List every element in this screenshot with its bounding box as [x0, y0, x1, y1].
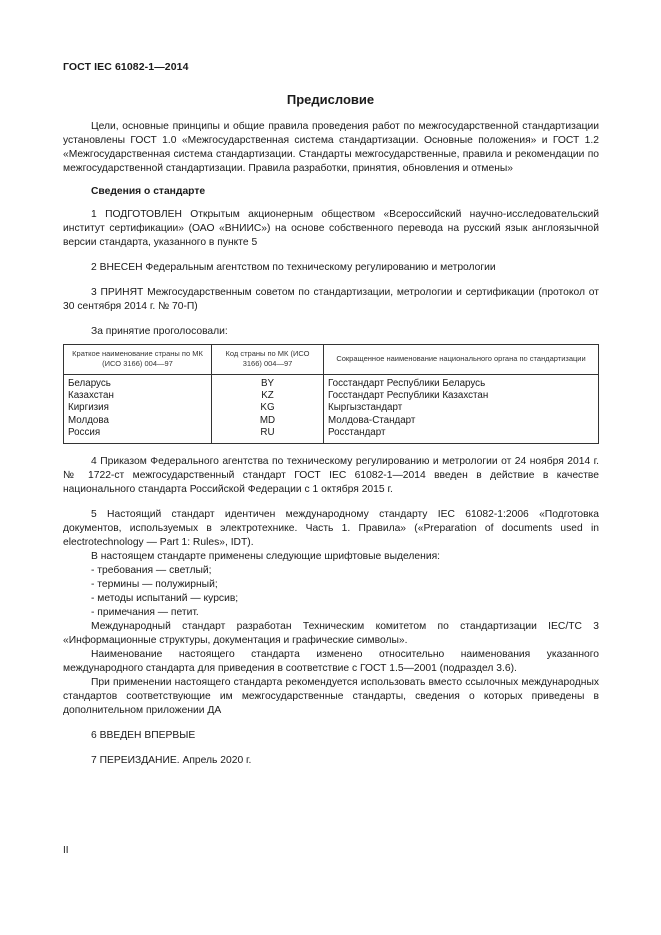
fonts-list-item: - термины — полужирный; — [91, 579, 218, 591]
table-row — [64, 427, 599, 444]
voted-label: За принятие проголосовали: — [91, 326, 228, 337]
cell-code: KZ — [212, 390, 324, 402]
voting-table — [63, 344, 599, 444]
item-1: 1 ПОДГОТОВЛЕН Открытым акционерным обществом «Всероссийский научно-исследовательский институт сертификации» (ОАО «ВНИИС») на основе собственного перевода на русский язык англоязычной версии стандарта, указанного в пункте 5 — [63, 209, 599, 248]
header-body: Сокращенное наименование национального органа по стандартизации — [324, 345, 599, 375]
intro-paragraph: Цели, основные принципы и общие правила проведения работ по межгосударственной стандартизации установлены ГОСТ 1.0 «Межгосударственная система стандартизации. Основные положения» и ГОСТ 1.2 «Межгосударственная система стандартизации. Стандарты межгосударственные, правила и рекомендации по межгосударственной стандартизации. Правила разработки, принятия, обновления и отмены» — [63, 121, 599, 174]
fonts-list-item: - методы испытаний — курсив; — [91, 593, 239, 605]
cell-body: Росстандарт — [324, 427, 599, 444]
cell-body: Кыргызстандарт — [324, 402, 599, 414]
cell-code: MD — [212, 415, 324, 427]
cell-code: RU — [212, 427, 324, 444]
fonts-intro: В настоящем стандарте применены следующие шрифтовые выделения: — [91, 551, 441, 563]
cell-country: Киргизия — [64, 402, 212, 414]
table-header-row — [64, 345, 599, 375]
header-country: Краткое наименование страны по МК (ИСО 3166) 004—97 — [64, 345, 212, 375]
cell-country: Россия — [64, 427, 212, 444]
developed-paragraph: Международный стандарт разработан Техническим комитетом по стандартизации IEC/TC 3 «Информационные структуры, документация и графические символы». — [63, 621, 599, 647]
item-6: 6 ВВЕДЕН ВПЕРВЫЕ — [91, 730, 196, 742]
header-code: Код страны по МК (ИСО 3166) 004—97 — [212, 345, 324, 375]
cell-country: Казахстан — [64, 390, 212, 402]
table-row — [64, 375, 599, 391]
cell-code: BY — [212, 375, 324, 391]
cell-code: KG — [212, 402, 324, 414]
cell-body: Госстандарт Республики Беларусь — [324, 375, 599, 391]
cell-body: Госстандарт Республики Казахстан — [324, 390, 599, 402]
references-paragraph: При применении настоящего стандарта рекомендуется использовать вместо ссылочных международных стандартов соответствующие им межгосударственные стандарты, сведения о которых приведены в дополнительном приложении ДА — [63, 677, 599, 717]
page-title: Предисловие — [286, 92, 375, 107]
table-row — [64, 415, 599, 427]
cell-country: Молдова — [64, 415, 212, 427]
document-body — [63, 120, 599, 768]
item-2: 2 ВНЕСЕН Федеральным агентством по техническому регулированию и метрологии — [91, 262, 496, 273]
about-heading: Сведения о стандарте — [91, 186, 206, 197]
renamed-paragraph: Наименование настоящего стандарта изменено относительно наименования указанного международного стандарта для приведения в соответствие с ГОСТ 1.5—2001 (подраздел 3.6). — [63, 649, 599, 675]
item-7: 7 ПЕРЕИЗДАНИЕ. Апрель 2020 г. — [91, 755, 252, 767]
fonts-list-item: - требования — светлый; — [91, 565, 212, 577]
item-3: 3 ПРИНЯТ Межгосударственным советом по стандартизации, метрологии и сертификации (протокол от 30 сентября 2014 г. № 70-П) — [63, 287, 599, 312]
cell-body: Молдова-Стандарт — [324, 415, 599, 427]
table-row — [64, 402, 599, 414]
item-4: 4 Приказом Федерального агентства по техническому регулированию и метрологии от 24 ноября 2014 г. № 1722-ст межгосударственный стандарт ГОСТ IEC 61082-1—2014 введен в действие в качестве национального стандарта Российской Федерации с 1 октября 2015 г. — [63, 456, 599, 496]
item-5: 5 Настоящий стандарт идентичен международному стандарту IEC 61082-1:2006 «Подготовка документов, используемых в электротехнике. Часть 1. Правила» («Preparation of documents used in electrotechnology — Part 1: Rules», IDT). — [63, 509, 599, 549]
cell-country: Беларусь — [64, 375, 212, 391]
page-number: II — [63, 845, 69, 856]
standard-code: ГОСТ IEC 61082-1—2014 — [63, 61, 189, 73]
table-row — [64, 390, 599, 402]
fonts-list-item: - примечания — петит. — [91, 607, 199, 619]
